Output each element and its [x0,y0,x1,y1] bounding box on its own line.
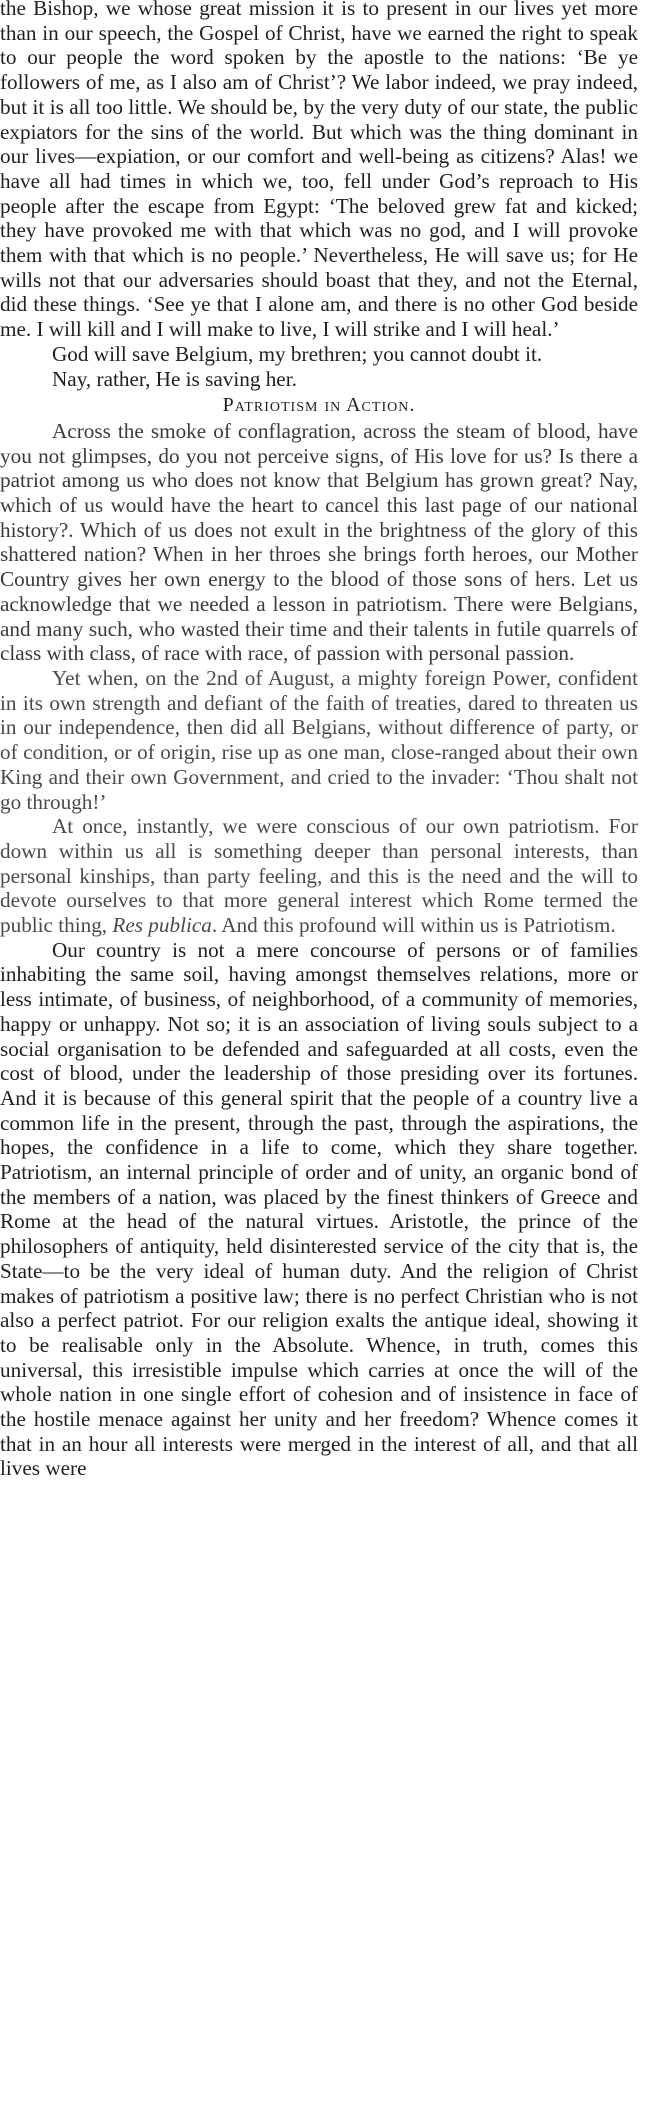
res-publica-italic: Res publica [112,913,212,938]
paragraph-our-country: Our country is not a mere concourse of persons or of families inhabiting the same soil, having amongst themselves relations, more or less intimate, of business, of neighborhood, of a community of memories, happy or unhappy. Not so; it is an association of living souls subject to a social organisation to be defended and safeguarded at all costs, even the cost of blood, under the leadership of those presiding over its fortunes. And it is because of this general spirit that the people of a country live a common life in the present, through the past, through the aspirations, the hopes, the confidence in a life to come, which they share together. Patriotism, an internal principle of order and of unity, an organic bond of the members of a nation, was placed by the finest thinkers of Greece and Rome at the head of the natural virtues. Aristotle, the prince of the philosophers of antiquity, held disinterested service of the city that is, the State—to be the very ideal of human duty. And the religion of Christ makes of patriotism a positive law; there is no perfect Christian who is not also a perfect patriot. For our religion exalts the antique ideal, showing it to be realisable only in the Absolute. Whence, in truth, comes this universal, this irresistible impulse which carries at once the will of the whole nation in one single effort of cohesion and of insistence in face of the hostile menace against her unity and her freedom? Whence comes it that in an hour all interests were merged in the interest of all, and that all lives were [0,937,638,1481]
res-publica-after: . And this profound will within us is Patriotism. [211,913,616,938]
paragraph-bishop: the Bishop, we whose great mission it is to present in our lives yet more than in our speech, the Gospel of Christ, have we earned the right to speak to our people the word spoken by the apostle to the nations: ‘Be ye followers of me, as I also am of Christ’? We labor indeed, we pray indeed, but it is all too little. We should be, by the very duty of our state, the public expiators for the sins of the world. But which was the thing dominant in our lives—expiation, or our comfort and well-being as citizens? Alas! we have all had times in which we, too, fell under God’s reproach to His people after the escape from Egypt: ‘The beloved grew fat and kicked; they have provoked me with that which was no god, and I will provoke them with that which is no people.’ Nevertheless, He will save us; for He wills not that our adversaries should boast that they, and not the Eternal, did these things. ‘See ye that I alone am, and there is no other God beside me. I will kill and I will make to live, I will strike and I will heal.’ [0,0,638,342]
res-publica-before: At once, instantly, we were conscious of our own patriotism. For down within us all is something deeper than personal interests, than personal kinships, than party feeling, and this is the need and the will to devote ourselves to that more general interest which Rome termed the public thing, [0,814,638,938]
paragraph-god-will-save: God will save Belgium, my brethren; you cannot doubt it. [52,341,543,366]
paragraph-conflagration: Across the smoke of conflagration, across the steam of blood, have you not glimpses, do you not perceive signs, of His love for us? Is there a patriot among us who does not know that Belgium has grown great? Nay, which of us would have the heart to cancel this last page of our national history?. Which of us does not exult in the brightness of the glory of this shattered nation? When in her throes she brings forth heroes, our Mother Country gives her own energy to the blood of those sons of hers. Let us acknowledge that we needed a lesson in patriotism. There were Belgians, and many such, who wasted their time and their talents in futile quarrels of class with class, of race with race, of passion with personal passion. [0,418,638,666]
paragraph-august: Yet when, on the 2nd of August, a mighty foreign Power, confident in its own strength and defiant of the faith of treaties, dared to threaten us in our independence, then did all Belgians, without difference of party, or of condition, or of origin, rise up as one man, close-ranged about their own King and their own Government, and cried to the invader: ‘Thou shalt not go through!’ [0,665,638,814]
section-heading: Patriotism in Action. [222,394,416,417]
paragraph-res-publica [0,814,638,938]
paragraph-nay-rather: Nay, rather, He is saving her. [52,366,297,391]
